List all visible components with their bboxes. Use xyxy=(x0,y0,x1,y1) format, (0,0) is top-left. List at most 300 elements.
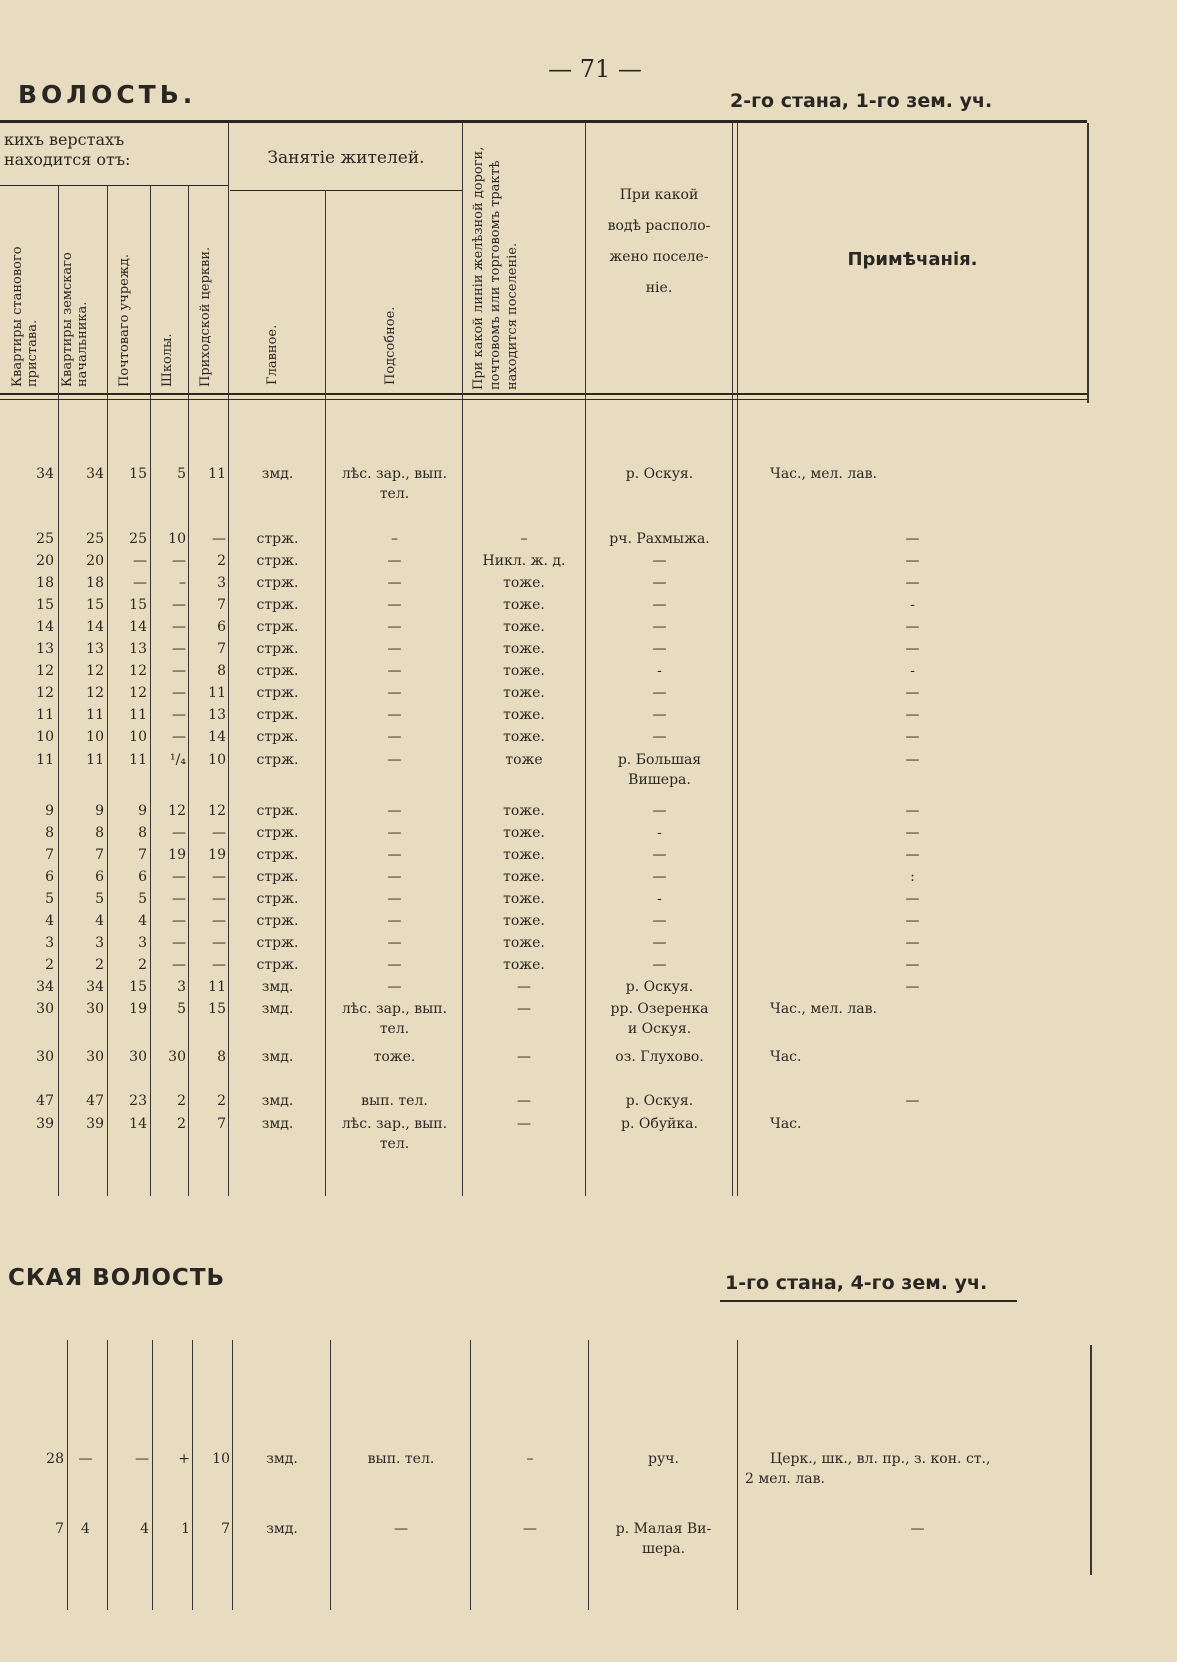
cell-zem: 12 xyxy=(86,663,104,679)
cell-school: 1 xyxy=(181,1521,190,1537)
cell-school: — xyxy=(172,619,186,635)
cell-post: 4 xyxy=(140,1521,149,1537)
distance-header-line2: находится отъ: xyxy=(4,150,131,169)
cell-stan: 30 xyxy=(36,1001,54,1017)
cell-main-occupation: стрж. xyxy=(256,553,299,569)
cell-water: — xyxy=(652,641,667,657)
cell-post: 6 xyxy=(138,869,147,885)
cell-post: 14 xyxy=(129,619,147,635)
cell-church: 7 xyxy=(217,1116,226,1132)
cell-post: 2 xyxy=(138,957,147,973)
cell-church: 6 xyxy=(217,619,226,635)
col-divider xyxy=(107,1340,108,1610)
cell-water: руч. xyxy=(648,1451,679,1467)
cell-school: 12 xyxy=(168,803,186,819)
cell-secondary-occupation: — xyxy=(387,957,402,973)
cell-note: — xyxy=(905,803,920,819)
cell-stan: 5 xyxy=(45,891,54,907)
cell-water: р. Оскуя. xyxy=(625,466,694,482)
cell-church: 10 xyxy=(208,752,226,768)
cell-main-occupation: стрж. xyxy=(256,891,299,907)
cell-note: Час., мел. лав. xyxy=(770,466,877,482)
notes-header: Примѣчанія. xyxy=(847,249,978,270)
cell-church: 15 xyxy=(208,1001,226,1017)
cell-school: — xyxy=(172,869,186,885)
cell-secondary-occupation: — xyxy=(387,619,402,635)
cell-water: — xyxy=(652,685,667,701)
cell-post: 12 xyxy=(129,685,147,701)
cell-note: Церк., шк., вл. пр., з. кон. ст., xyxy=(770,1451,991,1467)
cell-main-occupation: стрж. xyxy=(256,869,299,885)
cell-church: 7 xyxy=(217,597,226,613)
cell-church: 8 xyxy=(217,663,226,679)
cell-road: тоже. xyxy=(503,891,545,907)
dist-group-rule xyxy=(0,185,228,186)
cell-road: тоже. xyxy=(503,707,545,723)
cell-road: тоже. xyxy=(503,729,545,745)
cell-stan: 4 xyxy=(45,913,54,929)
cell-road: – xyxy=(520,531,528,547)
cell-post: 12 xyxy=(129,663,147,679)
cell-road: тоже xyxy=(505,752,543,768)
cell-water: р. Оскуя. xyxy=(625,979,694,995)
cell-road: тоже. xyxy=(503,663,545,679)
col-divider xyxy=(585,123,586,1196)
road-header: При какой линіи желѣзной дороги, почтовомъ или торговомъ трактѣ находится поселеніе. xyxy=(471,146,520,390)
cell-water: р. Оскуя. xyxy=(625,1093,694,1109)
table-top-rule xyxy=(0,120,1087,123)
col-divider xyxy=(67,1340,68,1610)
cell-church: — xyxy=(212,825,226,841)
header-bottom-rule xyxy=(0,393,1087,395)
cell-post: 8 xyxy=(138,825,147,841)
col-divider xyxy=(737,123,738,1196)
cell-secondary-occupation: лѣс. зар., вып. xyxy=(341,1116,448,1132)
cell-stan: 20 xyxy=(36,553,54,569)
cell-stan: 18 xyxy=(36,575,54,591)
cell-main-occupation: стрж. xyxy=(256,913,299,929)
cell-secondary-occupation: — xyxy=(387,553,402,569)
cell-road: — xyxy=(517,979,531,995)
cell-secondary-occupation: вып. тел. xyxy=(361,1093,428,1109)
cell-secondary-occupation: вып. тел. xyxy=(367,1451,435,1467)
cell-stan: 28 xyxy=(46,1451,64,1467)
cell-main-occupation: стрж. xyxy=(256,729,299,745)
cell-water: рр. Озеренка xyxy=(610,1001,709,1017)
occupation-group-rule xyxy=(230,190,462,191)
cell-post: 23 xyxy=(129,1093,147,1109)
cell-stan: 10 xyxy=(36,729,54,745)
cell-school: — xyxy=(172,935,186,951)
cell-secondary-occupation: — xyxy=(387,663,402,679)
cell-water: — xyxy=(652,597,667,613)
cell-school: 2 xyxy=(177,1116,186,1132)
col-stan-header: Квартиры станового пристава. xyxy=(10,246,40,387)
cell-zem: 10 xyxy=(86,729,104,745)
col-divider xyxy=(588,1340,589,1610)
cell-stan: 39 xyxy=(36,1116,54,1132)
cell-main-occupation: стрж. xyxy=(256,641,299,657)
cell-secondary-occupation: — xyxy=(387,935,402,951)
cell-secondary-occupation: лѣс. зар., вып. xyxy=(341,1001,448,1017)
cell-secondary-occupation: — xyxy=(387,707,402,723)
cell-secondary-occupation: — xyxy=(387,979,402,995)
cell-water-cont: и Оскуя. xyxy=(627,1021,692,1037)
table-right-border xyxy=(1090,1345,1092,1575)
cell-note: — xyxy=(905,825,920,841)
cell-secondary-occupation: — xyxy=(387,847,402,863)
cell-post: 7 xyxy=(138,847,147,863)
cell-secondary-occupation: — xyxy=(394,1521,408,1537)
cell-post: 3 xyxy=(138,935,147,951)
cell-note: : xyxy=(910,869,915,885)
cell-zem: 9 xyxy=(95,803,104,819)
cell-zem: 18 xyxy=(86,575,104,591)
cell-main-occupation: стрж. xyxy=(256,707,299,723)
cell-note: — xyxy=(905,707,920,723)
section2-stan-underline xyxy=(720,1300,1017,1302)
cell-post: 14 xyxy=(129,1116,147,1132)
cell-water: — xyxy=(652,847,667,863)
cell-road: — xyxy=(517,1116,531,1132)
cell-stan: 8 xyxy=(45,825,54,841)
cell-water: — xyxy=(652,935,667,951)
cell-note: — xyxy=(905,913,920,929)
cell-note: — xyxy=(905,641,920,657)
section2-title: СКАЯ ВОЛОСТЬ xyxy=(8,1265,226,1291)
cell-water: - xyxy=(657,891,662,907)
cell-secondary-occupation: — xyxy=(387,641,402,657)
cell-note: — xyxy=(905,957,920,973)
cell-church: — xyxy=(212,869,226,885)
cell-school: 19 xyxy=(168,847,186,863)
col-divider xyxy=(732,123,733,1196)
cell-secondary-occupation: тоже. xyxy=(373,1049,416,1065)
cell-post: 30 xyxy=(129,1049,147,1065)
cell-road: тоже. xyxy=(503,575,545,591)
cell-water: — xyxy=(652,869,667,885)
cell-road: тоже. xyxy=(503,869,545,885)
cell-church: 11 xyxy=(208,685,226,701)
cell-road: тоже. xyxy=(503,825,545,841)
cell-school: — xyxy=(172,553,186,569)
cell-road: тоже. xyxy=(503,803,545,819)
cell-main-occupation: стрж. xyxy=(256,847,299,863)
cell-secondary-occupation: — xyxy=(387,729,402,745)
cell-main-occupation: змд. xyxy=(261,979,294,995)
secondary-occupation-header: Подсобное. xyxy=(383,306,398,385)
distance-group-header xyxy=(4,130,224,170)
cell-stan: 12 xyxy=(36,685,54,701)
cell-road: — xyxy=(523,1521,537,1537)
cell-main-occupation: стрж. xyxy=(256,597,299,613)
water-header-line2: водѣ располо- xyxy=(607,218,711,234)
cell-church: 2 xyxy=(217,553,226,569)
col-church-header: Приходской церкви. xyxy=(198,246,213,387)
cell-secondary-occupation: — xyxy=(387,752,402,768)
cell-secondary-occupation: — xyxy=(387,597,402,613)
cell-church: 13 xyxy=(208,707,226,723)
cell-stan: 6 xyxy=(45,869,54,885)
col-divider xyxy=(228,123,229,1196)
cell-water: — xyxy=(652,575,667,591)
cell-post: — xyxy=(133,575,147,591)
cell-church: — xyxy=(212,913,226,929)
cell-zem: 2 xyxy=(95,957,104,973)
cell-note: — xyxy=(910,1521,925,1537)
cell-stan: 3 xyxy=(45,935,54,951)
cell-school: — xyxy=(172,597,186,613)
cell-road: тоже. xyxy=(503,597,545,613)
cell-water: р. Большая xyxy=(617,752,702,768)
cell-secondary-occupation: — xyxy=(387,685,402,701)
table-right-border xyxy=(1087,123,1089,403)
cell-water: — xyxy=(652,803,667,819)
cell-secondary-occupation-cont: тел. xyxy=(379,486,410,502)
cell-school: ¹/₄ xyxy=(170,752,186,768)
cell-zem: 11 xyxy=(86,707,104,723)
cell-church: — xyxy=(212,891,226,907)
cell-school: — xyxy=(172,685,186,701)
cell-stan: 13 xyxy=(36,641,54,657)
cell-water: р. Малая Ви- xyxy=(615,1521,712,1537)
main-occupation-header: Главное. xyxy=(265,324,280,385)
cell-main-occupation: змд. xyxy=(261,1116,294,1132)
cell-post: 19 xyxy=(129,1001,147,1017)
cell-stan: 14 xyxy=(36,619,54,635)
cell-main-occupation: змд. xyxy=(261,1093,294,1109)
cell-school: — xyxy=(172,891,186,907)
water-header xyxy=(588,180,730,304)
cell-water: — xyxy=(652,729,667,745)
cell-road: тоже. xyxy=(503,957,545,973)
col-divider xyxy=(330,1340,331,1610)
cell-school: 2 xyxy=(177,1093,186,1109)
cell-secondary-occupation: лѣс. зар., вып. xyxy=(341,466,448,482)
cell-post: 15 xyxy=(129,979,147,995)
cell-main-occupation: стрж. xyxy=(256,957,299,973)
section2-stan: 1-го стана, 4-го зем. уч. xyxy=(725,1272,988,1294)
distance-header-line1: кихъ верстахъ xyxy=(4,130,125,149)
header-bottom-rule-2 xyxy=(0,399,1087,400)
cell-stan: 9 xyxy=(45,803,54,819)
cell-road: — xyxy=(517,1001,531,1017)
cell-secondary-occupation: — xyxy=(387,803,402,819)
cell-water: — xyxy=(652,619,667,635)
cell-note-cont: 2 мел. лав. xyxy=(745,1471,825,1487)
cell-church: — xyxy=(212,935,226,951)
cell-zem: 12 xyxy=(86,685,104,701)
cell-main-occupation: стрж. xyxy=(256,935,299,951)
cell-stan: 30 xyxy=(36,1049,54,1065)
cell-church: — xyxy=(212,957,226,973)
cell-note: — xyxy=(905,729,920,745)
cell-note: Час. xyxy=(770,1116,802,1132)
cell-church: 7 xyxy=(221,1521,230,1537)
cell-secondary-occupation-cont: тел. xyxy=(379,1136,410,1152)
cell-secondary-occupation-cont: тел. xyxy=(379,1021,410,1037)
cell-water: — xyxy=(652,913,667,929)
cell-main-occupation: стрж. xyxy=(256,685,299,701)
cell-secondary-occupation: — xyxy=(387,575,402,591)
cell-church: 14 xyxy=(208,729,226,745)
cell-zem: 13 xyxy=(86,641,104,657)
cell-main-occupation: змд. xyxy=(261,1001,294,1017)
cell-road: — xyxy=(517,1093,531,1109)
col-divider xyxy=(325,190,326,1196)
cell-church: 3 xyxy=(217,575,226,591)
cell-zem: 39 xyxy=(86,1116,104,1132)
cell-water: - xyxy=(657,663,662,679)
cell-school: — xyxy=(172,707,186,723)
cell-zem: 25 xyxy=(86,531,104,547)
cell-zem: 47 xyxy=(86,1093,104,1109)
cell-post: 5 xyxy=(138,891,147,907)
cell-zem: 7 xyxy=(95,847,104,863)
cell-zem: 4 xyxy=(81,1521,90,1537)
cell-stan: 25 xyxy=(36,531,54,547)
cell-school: 3 xyxy=(177,979,186,995)
cell-zem: 15 xyxy=(86,597,104,613)
cell-church: 12 xyxy=(208,803,226,819)
occupation-header: Занятіе жителей. xyxy=(267,148,425,168)
cell-secondary-occupation: — xyxy=(387,825,402,841)
cell-school: — xyxy=(172,825,186,841)
cell-water: р. Обуйка. xyxy=(621,1116,698,1132)
cell-school: 30 xyxy=(168,1049,186,1065)
cell-zem: 34 xyxy=(86,466,104,482)
cell-stan: 15 xyxy=(36,597,54,613)
cell-post: 9 xyxy=(138,803,147,819)
cell-main-occupation: змд. xyxy=(261,466,294,482)
cell-water: — xyxy=(652,553,667,569)
cell-zem: 5 xyxy=(95,891,104,907)
col-divider xyxy=(192,1340,193,1610)
cell-zem: 20 xyxy=(86,553,104,569)
cell-stan: 2 xyxy=(45,957,54,973)
cell-main-occupation: стрж. xyxy=(256,752,299,768)
cell-road: – xyxy=(526,1451,534,1467)
cell-main-occupation: стрж. xyxy=(256,619,299,635)
water-header-line3: жено поселе- xyxy=(609,249,709,265)
cell-post: 4 xyxy=(138,913,147,929)
cell-stan: 11 xyxy=(36,752,54,768)
cell-zem: 30 xyxy=(86,1049,104,1065)
cell-note: — xyxy=(905,685,920,701)
cell-note: — xyxy=(905,619,920,635)
cell-secondary-occupation: — xyxy=(387,913,402,929)
cell-water: — xyxy=(652,707,667,723)
cell-school: – xyxy=(179,575,186,591)
cell-note: — xyxy=(905,575,920,591)
cell-water: рч. Рахмыжа. xyxy=(609,531,710,547)
col-divider xyxy=(152,1340,153,1610)
cell-note: — xyxy=(905,531,920,547)
cell-note: — xyxy=(905,1093,920,1109)
cell-note: — xyxy=(905,553,920,569)
cell-school: — xyxy=(172,729,186,745)
col-divider xyxy=(462,123,463,1196)
cell-post: 11 xyxy=(129,707,147,723)
cell-stan: 34 xyxy=(36,466,54,482)
cell-note: - xyxy=(910,597,915,613)
cell-secondary-occupation: — xyxy=(387,869,402,885)
cell-main-occupation: змд. xyxy=(266,1521,298,1537)
col-divider xyxy=(470,1340,471,1610)
cell-stan: 47 xyxy=(36,1093,54,1109)
cell-water-cont: Вишера. xyxy=(628,772,691,788)
cell-note: Час. xyxy=(770,1049,802,1065)
cell-school: — xyxy=(172,957,186,973)
cell-zem: 3 xyxy=(95,935,104,951)
cell-school: — xyxy=(172,641,186,657)
cell-main-occupation: змд. xyxy=(266,1451,298,1467)
cell-zem: 4 xyxy=(95,913,104,929)
section1-title: ВОЛОСТЬ. xyxy=(18,80,197,109)
cell-note: — xyxy=(905,979,920,995)
cell-road: — xyxy=(517,1049,531,1065)
cell-post: — xyxy=(133,553,147,569)
cell-water: - xyxy=(657,825,662,841)
cell-road: тоже. xyxy=(503,641,545,657)
cell-note: - xyxy=(910,663,915,679)
cell-school: — xyxy=(172,663,186,679)
cell-zem: 30 xyxy=(86,1001,104,1017)
cell-school: 5 xyxy=(177,1001,186,1017)
cell-main-occupation: змд. xyxy=(261,1049,294,1065)
cell-note: — xyxy=(905,752,920,768)
cell-church: 7 xyxy=(217,641,226,657)
cell-note: — xyxy=(905,935,920,951)
cell-road: тоже. xyxy=(503,935,545,951)
cell-stan: 7 xyxy=(45,847,54,863)
cell-post: 15 xyxy=(129,466,147,482)
col-post-header: Почтоваго учрежд. xyxy=(117,254,132,387)
cell-zem: 6 xyxy=(95,869,104,885)
cell-zem: 34 xyxy=(86,979,104,995)
cell-post: 13 xyxy=(129,641,147,657)
cell-church: 10 xyxy=(212,1451,230,1467)
cell-post: 10 xyxy=(129,729,147,745)
cell-school: 5 xyxy=(177,466,186,482)
cell-water: оз. Глухово. xyxy=(615,1049,704,1065)
cell-road: тоже. xyxy=(503,913,545,929)
cell-zem: 8 xyxy=(95,825,104,841)
cell-stan: 12 xyxy=(36,663,54,679)
cell-note: — xyxy=(905,847,920,863)
cell-post: 11 xyxy=(129,752,147,768)
cell-zem: — xyxy=(78,1451,93,1467)
cell-zem: 11 xyxy=(86,752,104,768)
cell-secondary-occupation: – xyxy=(391,531,398,547)
cell-church: 11 xyxy=(208,979,226,995)
cell-stan: 7 xyxy=(55,1521,64,1537)
cell-secondary-occupation: — xyxy=(387,891,402,907)
cell-main-occupation: стрж. xyxy=(256,663,299,679)
col-divider xyxy=(737,1340,738,1610)
water-header-line1: При какой xyxy=(619,187,699,203)
cell-stan: 34 xyxy=(36,979,54,995)
page-number: — 71 — xyxy=(548,55,642,83)
cell-road: Никл. ж. д. xyxy=(482,553,566,569)
cell-school: + xyxy=(178,1451,190,1467)
water-header-line4: ніе. xyxy=(645,280,673,296)
cell-main-occupation: стрж. xyxy=(256,531,299,547)
cell-road: тоже. xyxy=(503,847,545,863)
cell-church: — xyxy=(212,531,226,547)
cell-road: тоже. xyxy=(503,619,545,635)
section1-stan: 2-го стана, 1-го зем. уч. xyxy=(730,90,993,112)
